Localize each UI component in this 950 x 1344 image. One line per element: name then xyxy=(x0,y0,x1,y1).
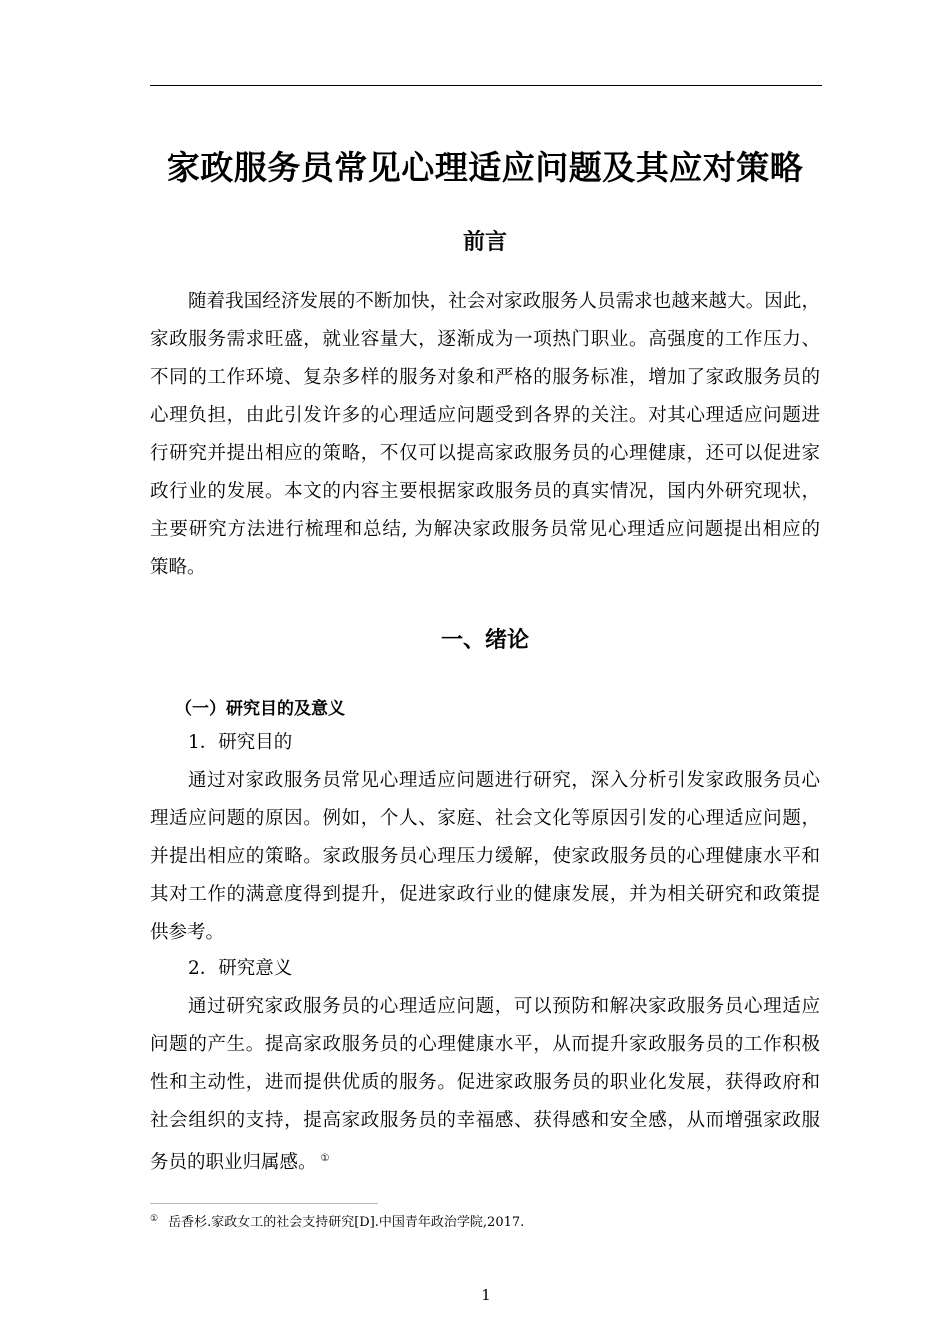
text-line: 社会组织的支持，提高家政服务员的幸福感、获得感和安全感，从而增强家政服 xyxy=(150,1110,820,1131)
preface-heading: 前言 xyxy=(462,230,507,255)
text-line-content: 务员的职业归属感。 xyxy=(150,1152,317,1174)
text-line: 性和主动性，进而提供优质的服务。促进家政服务员的职业化发展，获得政府和 xyxy=(150,1072,820,1093)
subsection-heading: 2．研究意义 xyxy=(188,958,293,979)
page-number: 1 xyxy=(481,1286,491,1304)
footnote-mark: ① xyxy=(150,1213,159,1224)
subsection-heading: 1．研究目的 xyxy=(188,732,293,753)
section-heading: （一）研究目的及意义 xyxy=(175,699,345,719)
text-line: 通过研究家政服务员的心理适应问题，可以预防和解决家政服务员心理适应 xyxy=(188,996,820,1017)
text-line: 心理负担，由此引发许多的心理适应问题受到各界的关注。对其心理适应问题进 xyxy=(150,405,820,426)
text-line: 家政服务需求旺盛，就业容量大，逐渐成为一项热门职业。高强度的工作压力、 xyxy=(150,329,820,350)
footnote-separator xyxy=(150,1203,378,1204)
text-line: 政行业的发展。本文的内容主要根据家政服务员的真实情况，国内外研究现状， xyxy=(150,481,820,502)
chapter-heading: 一、绪论 xyxy=(440,628,529,653)
text-line: 主要研究方法进行梳理和总结, 为解决家政服务员常见心理适应问题提出相应的 xyxy=(150,519,820,540)
text-line xyxy=(150,1147,820,1174)
text-line: 通过对家政服务员常见心理适应问题进行研究，深入分析引发家政服务员心 xyxy=(188,770,820,791)
header-rule xyxy=(150,85,822,86)
footnote xyxy=(150,1211,524,1230)
footnote-text: 岳香杉.家政女工的社会支持研究[D].中国青年政治学院,2017. xyxy=(168,1215,525,1230)
text-line: 其对工作的满意度得到提升，促进家政行业的健康发展，并为相关研究和政策提 xyxy=(150,884,820,905)
footnote-reference[interactable]: ① xyxy=(320,1153,330,1164)
text-line: 随着我国经济发展的不断加快，社会对家政服务人员需求也越来越大。因此， xyxy=(188,291,820,312)
text-line: 行研究并提出相应的策略，不仅可以提高家政服务员的心理健康，还可以促进家 xyxy=(150,443,820,464)
text-line: 不同的工作环境、复杂多样的服务对象和严格的服务标准，增加了家政服务员的 xyxy=(150,367,820,388)
text-line: 策略。 xyxy=(150,557,206,578)
document-title: 家政服务员常见心理适应问题及其应对策略 xyxy=(166,148,804,187)
text-line: 问题的产生。提高家政服务员的心理健康水平，从而提升家政服务员的工作积极 xyxy=(150,1034,820,1055)
text-line: 供参考。 xyxy=(150,922,225,943)
text-line: 并提出相应的策略。家政服务员心理压力缓解，使家政服务员的心理健康水平和 xyxy=(150,846,820,867)
text-line: 理适应问题的原因。例如，个人、家庭、社会文化等原因引发的心理适应问题， xyxy=(150,808,820,829)
